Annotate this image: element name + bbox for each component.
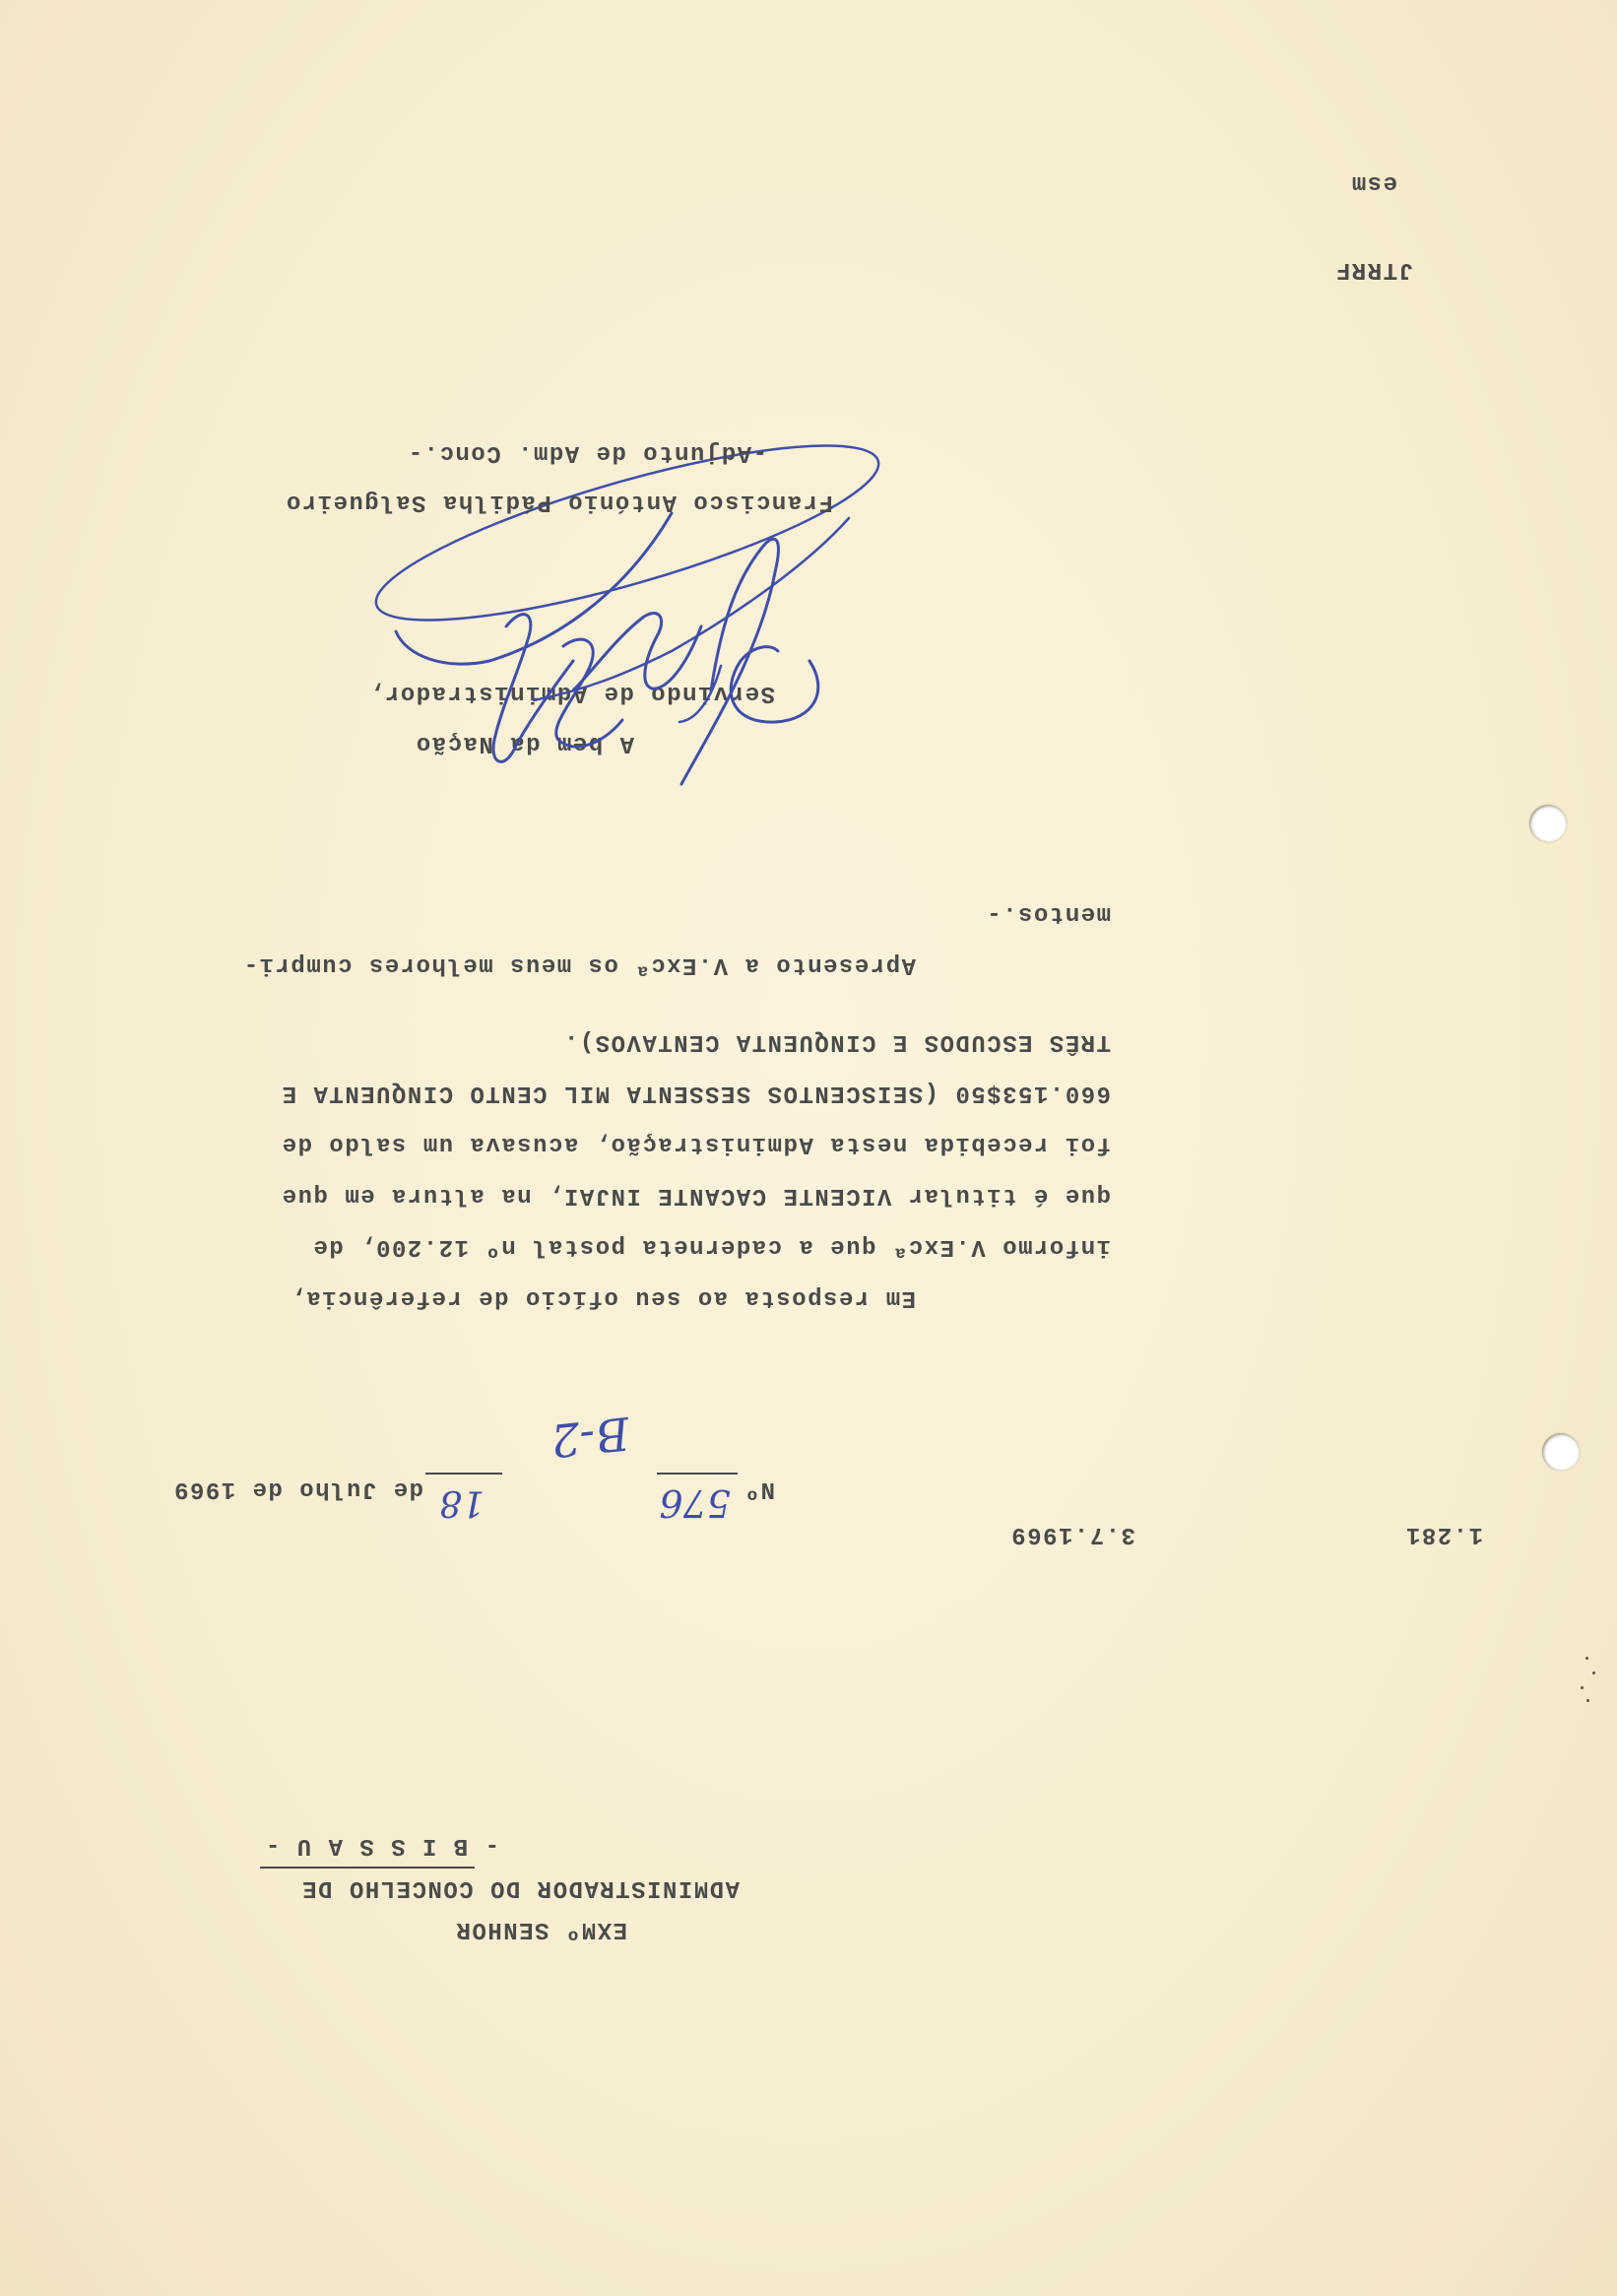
punch-hole-lower [1542, 1433, 1580, 1471]
footer-typist: esm [1350, 169, 1397, 196]
paper-speck [1581, 1686, 1584, 1689]
our-number-label: Nº [744, 1476, 775, 1502]
their-reference-date: 3.7.1969 [1009, 1521, 1135, 1547]
body-line-6: TRÊS ESCUDOS E CINQUENTA CENTAVOS). [562, 1028, 1111, 1055]
our-number-line [657, 1473, 738, 1475]
handwritten-annotation: B-2 [548, 1406, 632, 1469]
handwritten-signature [356, 464, 869, 838]
signatory-title: -Adjunto de Adm. Conc.- [407, 439, 767, 466]
letter-date: de Julho de 1969 [172, 1476, 423, 1502]
body-line-5: 660.153$50 (SEISCENTOS SESSENTA MIL CENTO CINQUENTA E [281, 1080, 1111, 1106]
paper-speck [1592, 1672, 1595, 1674]
body-line-4: foi recebida nesta Administração, acusava um saldo de [281, 1131, 1111, 1157]
body-line-2: informo V.Excª que a caderneta postal nº 12.200, de [311, 1233, 1111, 1260]
punch-hole-upper [1529, 805, 1567, 842]
signatory-name: Francisco António Pádilha Salgueiro [285, 489, 833, 515]
salutation: EXMº SENHOR [455, 1916, 627, 1942]
place-bissau: - B I S S A U - [264, 1832, 499, 1859]
paper-speck [1586, 1699, 1589, 1702]
our-number-handwritten: 576 [659, 1481, 731, 1525]
date-day-line [425, 1473, 502, 1475]
addressee: ADMINISTRADOR DO CONCELHO DE [300, 1874, 740, 1901]
closing-line-servindo: Servindo de Administrador, [367, 680, 775, 706]
date-day-handwritten: 18 [439, 1482, 485, 1523]
their-reference-number: 1.281 [1404, 1521, 1483, 1547]
closing-compliments-line-1: Apresento a V.Excª os meus melhores cumpri- [242, 951, 916, 978]
body-line-3: que é titular VICENTE CACANTE INJAI, na altura em que [281, 1182, 1111, 1209]
closing-line-a-bem-da-nacao: A bem da Nação [415, 730, 634, 756]
paper-speck [1585, 1657, 1588, 1660]
closing-compliments-line-2: mentos.- [985, 900, 1111, 927]
place-underline [260, 1867, 475, 1869]
body-line-1: Em resposta ao seu ofício de referência, [289, 1284, 916, 1311]
footer-initials: JTRRF [1334, 256, 1413, 283]
